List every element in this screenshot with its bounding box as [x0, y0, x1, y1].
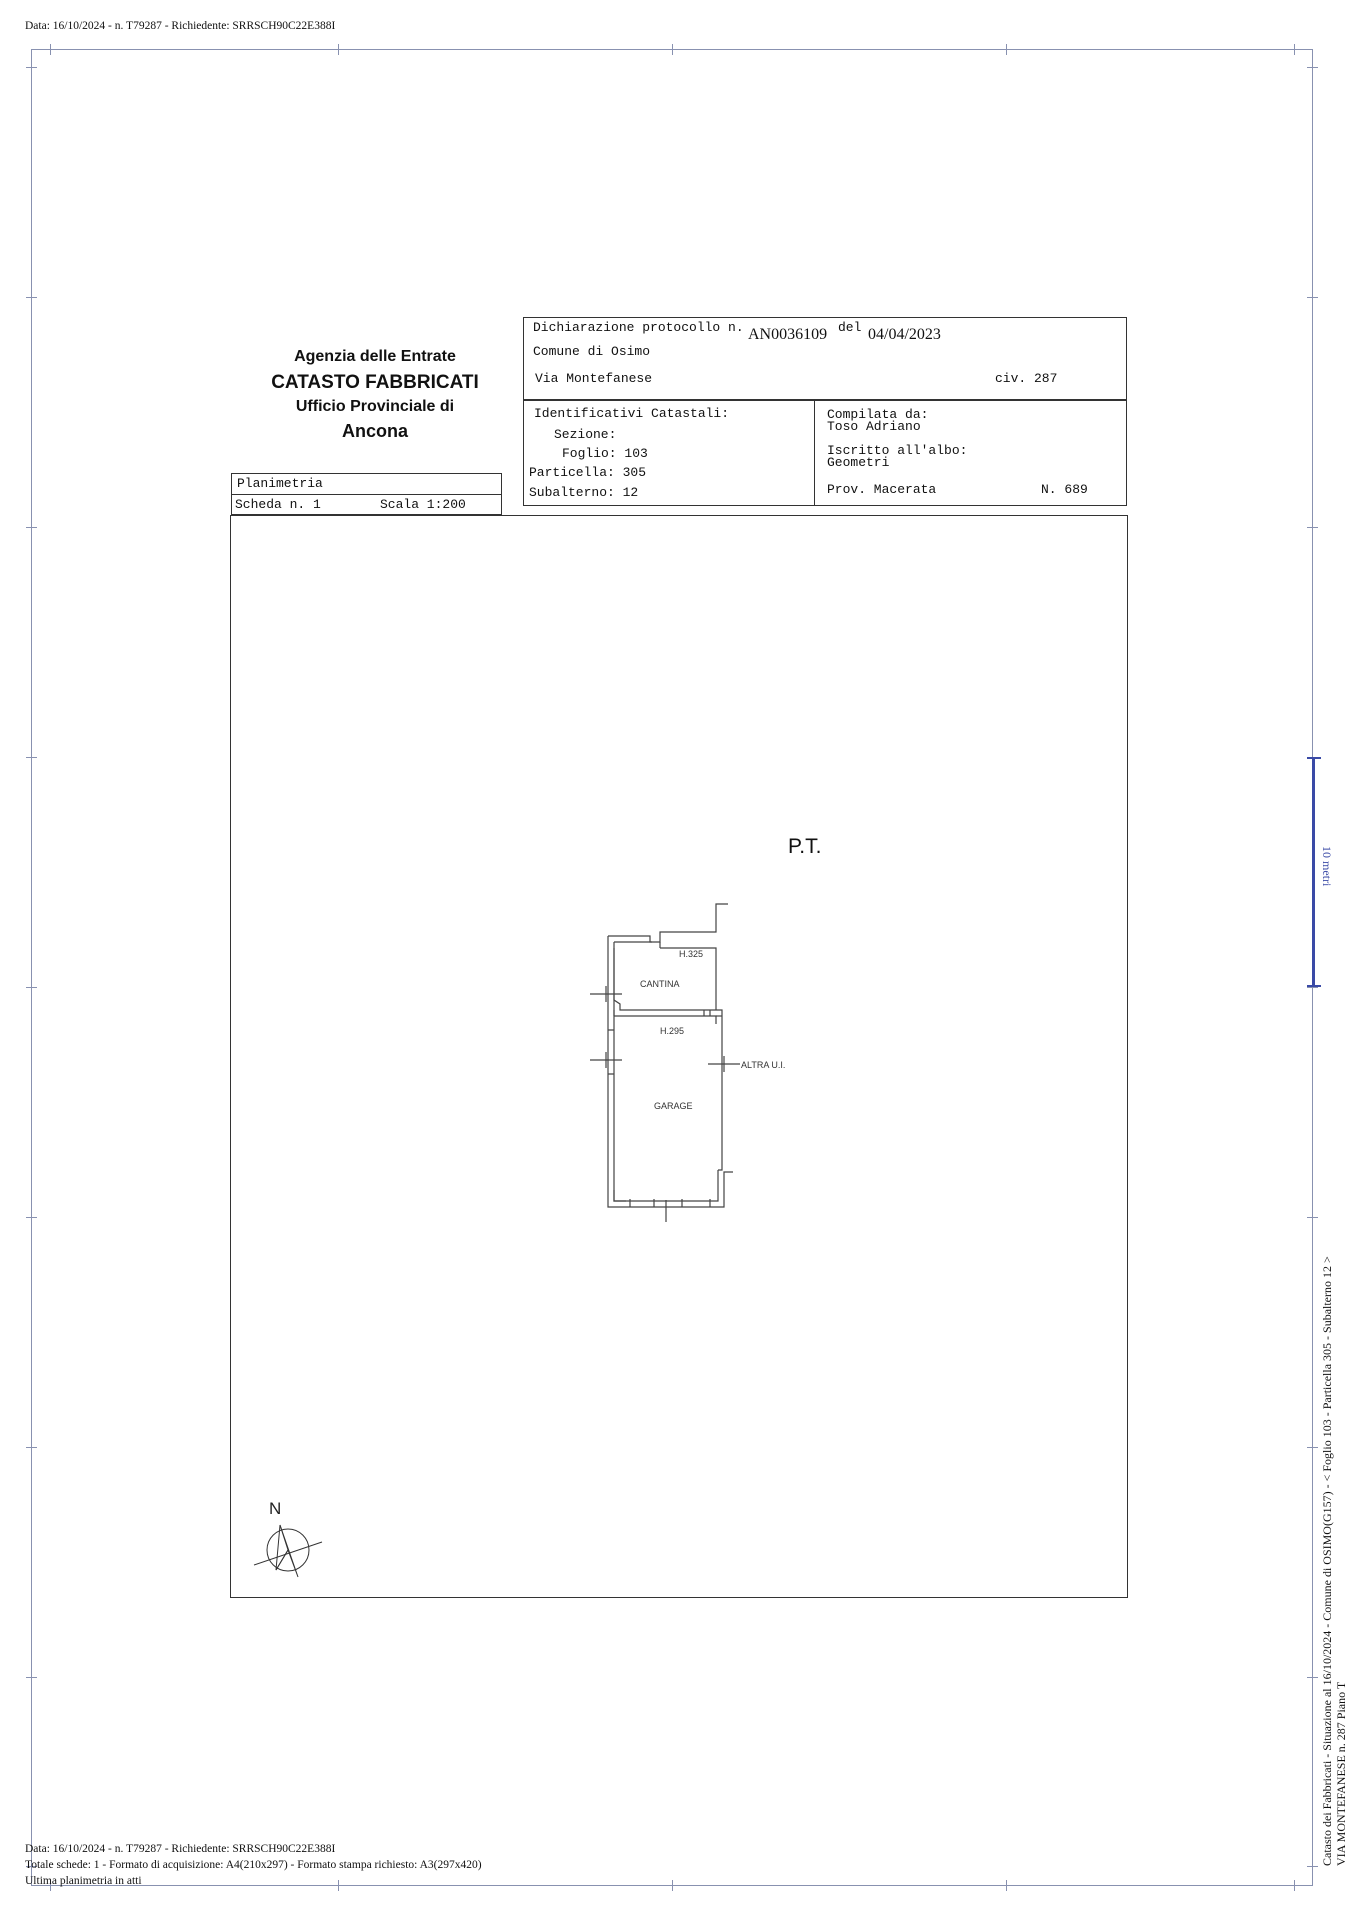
scale-bar-label: 10 metri [1320, 846, 1334, 887]
footer-line1: Data: 16/10/2024 - n. T79287 - Richiedente: SRRSCH90C22E388I [25, 1843, 336, 1855]
compilata-name: Toso Adriano [827, 419, 921, 434]
footer-line3: Ultima planimetria in atti [25, 1875, 142, 1887]
subalterno: Subalterno: 12 [529, 485, 639, 500]
office-label: Ufficio Provinciale di [295, 398, 455, 415]
height-label-garage: H.295 [660, 1026, 685, 1036]
particella: Particella: 305 [529, 465, 647, 480]
protocol-date: 04/04/2023 [868, 326, 941, 343]
north-label: N [269, 1499, 282, 1518]
protocol-label: Dichiarazione protocollo n. [533, 320, 744, 335]
room-label-cantina: CANTINA [640, 979, 680, 989]
protocol-del-label: del [838, 320, 862, 335]
side-note-line2: VIA MONTEFANESE n. 287 Piano T [1334, 1681, 1348, 1866]
scala: Scala 1:200 [380, 497, 466, 512]
box-divider [814, 400, 815, 506]
footer [25, 1841, 482, 1889]
sezione: Sezione: [554, 427, 617, 442]
adjacent-unit-label: ALTRA U.I. [741, 1060, 786, 1070]
height-label-cantina: H.325 [679, 949, 704, 959]
office-city: Ancona [341, 421, 408, 441]
compilata-label: Compilata da: [827, 407, 929, 422]
floor-plan [590, 900, 800, 1230]
foglio: Foglio: 103 [562, 446, 648, 461]
side-note-line1: Catasto dei Fabbricati - Situazione al 16/10/2024 - Comune di OSIMO(G157) - < Foglio 103 - Particella 305 - Subalterno 12 > [1320, 1256, 1334, 1866]
albo-value: Geometri [827, 455, 890, 470]
room-label-garage: GARAGE [654, 1101, 693, 1111]
albo-number: N. 689 [1041, 482, 1088, 497]
north-arrow-icon [250, 1495, 330, 1585]
catasto-title: CATASTO FABBRICATI [271, 372, 479, 393]
protocol-number: AN0036109 [748, 326, 828, 343]
scheda-number: Scheda n. 1 [235, 497, 321, 512]
identificativi-title: Identificativi Catastali: [534, 406, 730, 421]
planimetria-divider [231, 494, 502, 495]
planimetria-title: Planimetria [237, 476, 323, 491]
agency-name: Agenzia delle Entrate [294, 348, 456, 365]
floor-label: P.T. [788, 835, 822, 858]
provincia: Prov. Macerata [827, 482, 937, 497]
comune: Comune di Osimo [533, 344, 651, 359]
header-line: Data: 16/10/2024 - n. T79287 - Richiedente: SRRSCH90C22E388I [25, 20, 336, 32]
civico: civ. 287 [995, 371, 1058, 386]
side-note [1320, 1256, 1348, 1866]
footer-line2: Totale schede: 1 - Formato di acquisizione: A4(210x297) - Formato stampa richiesto: A3(297x420) [25, 1859, 482, 1871]
albo-label: Iscritto all'albo: [827, 443, 968, 458]
via: Via Montefanese [535, 371, 653, 386]
